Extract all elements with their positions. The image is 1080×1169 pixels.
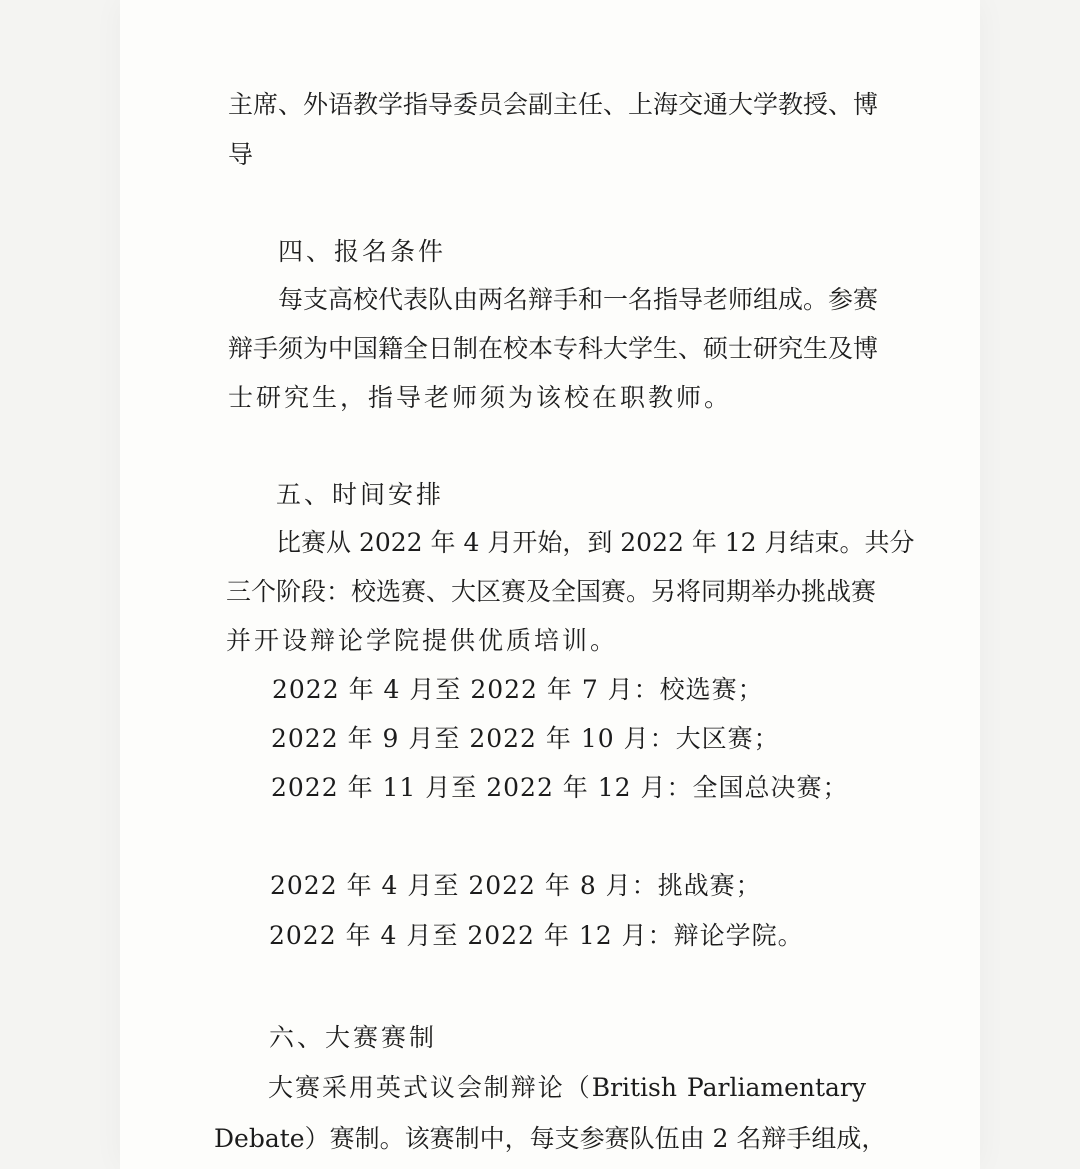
schedule-item: 2022 年 9 月至 2022 年 10 月：大区赛； — [271, 724, 780, 753]
intro-line-2: 导 — [228, 140, 257, 169]
section-4-line-2: 辩手须为中国籍全日制在校本专科大学生、硕士研究生及博 — [228, 334, 879, 363]
section-4-heading: 四、报名条件 — [278, 237, 447, 266]
intro-line-1: 主席、外语教学指导委员会副主任、上海交通大学教授、博 — [228, 90, 879, 119]
schedule-item: 2022 年 11 月至 2022 年 12 月：全国总决赛； — [271, 773, 849, 802]
schedule-item: 2022 年 4 月至 2022 年 8 月：挑战赛； — [270, 871, 762, 900]
schedule-item: 2022 年 4 月至 2022 年 7 月：校选赛； — [272, 675, 764, 704]
section-4-line-1: 每支高校代表队由两名辩手和一名指导老师组成。参赛 — [278, 285, 879, 314]
section-6-heading: 六、大赛赛制 — [269, 1023, 438, 1052]
section-6-line-1: 大赛采用英式议会制辩论（British Parliamentary — [268, 1073, 866, 1102]
section-5-line-2: 三个阶段：校选赛、大区赛及全国赛。另将同期举办挑战赛 — [226, 577, 877, 606]
section-5-heading: 五、时间安排 — [276, 480, 445, 509]
section-5-line-1: 比赛从 2022 年 4 月开始，到 2022 年 12 月结束。共分 — [276, 528, 915, 557]
section-4-line-3: 士研究生，指导老师须为该校在职教师。 — [228, 383, 733, 412]
section-6-line-2: Debate）赛制。该赛制中，每支参赛队伍由 2 名辩手组成， — [214, 1124, 887, 1153]
schedule-item: 2022 年 4 月至 2022 年 12 月：辩论学院。 — [269, 921, 804, 950]
section-5-line-3: 并开设辩论学院提供优质培训。 — [226, 626, 619, 655]
